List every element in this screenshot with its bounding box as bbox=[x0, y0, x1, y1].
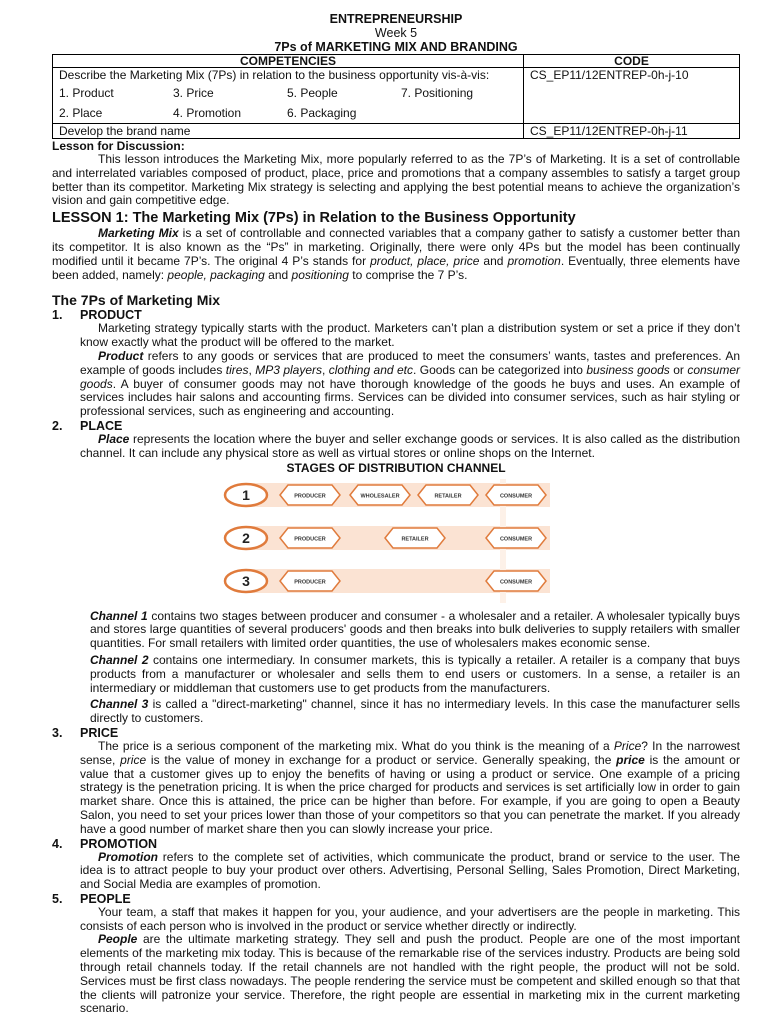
stage-label: WHOLESALER bbox=[360, 493, 400, 500]
code-header: CODE bbox=[524, 55, 740, 68]
product-heading: 1. PRODUCT bbox=[52, 308, 142, 323]
stage-hexagon bbox=[385, 528, 445, 548]
stage-hexagon bbox=[418, 485, 478, 505]
competency-item: 3. Price bbox=[173, 86, 214, 100]
people-p2: People are the ultimate marketing strategy. They sell and push the product. People are one of the most important elements of the marketing mix today. This is because of the remarkable rise of the services industry. Products are being sold through retail channels today. If the retail channels are not handled with the right people, the product will not be sold. Services must be first class nowadays. The people rendering the service must be competent and skilled enough so that that the clients will patronize your service. Therefore, the right people are essential in marketing mix in the current marketing scenario. bbox=[80, 932, 740, 1016]
stage-hexagon bbox=[280, 528, 340, 548]
document-page bbox=[52, 12, 740, 1016]
competencies-table bbox=[52, 54, 740, 139]
week-label: Week 5 bbox=[374, 26, 418, 40]
channel-3-text: Channel 3 is called a "direct-marketing" channel, since it has no intermediary levels. In this case the manufacturer sells directly to customers. bbox=[90, 697, 740, 726]
people-heading: 5. PEOPLE bbox=[52, 891, 131, 906]
lesson-paragraph: Marketing Mix is a set of controllable and connected variables that a company gather to satisfy a customer better than its competitor. It is also known as the “Ps” in marketing. Originally, there were only 4Ps but the model has been continually modified until it became 7P’s. The original 4 P’s stands for product, place, price and promotion. Eventually, three elements have been added, namely: people, packaging and positioning to comprise the 7 P’s. bbox=[52, 226, 740, 282]
stage-hexagon bbox=[486, 528, 546, 548]
stage-label: RETAILER bbox=[434, 493, 462, 500]
stages-title: STAGES OF DISTRIBUTION CHANNEL bbox=[286, 460, 506, 475]
channel-number: 2 bbox=[242, 529, 250, 546]
competency-1-text: Describe the Marketing Mix (7Ps) in relation to the business opportunity vis-à-vis: bbox=[59, 68, 490, 82]
sevenps-title: The 7Ps of Marketing Mix bbox=[52, 292, 221, 309]
price-p1: The price is a serious component of the marketing mix. What do you think is the meaning of a Price? In the narrowest sense, price is the value of money in exchange for a product or service. Generally speaking, the price is the amount or value that a customer gives up to enjoy the benefits of having or using a product or service. One example of a pricing strategy is the penetration pricing. It is when the price charged for products and services is set artificially low in order to gain market share. Once this is attained, the price can be higher than before. For example, if you are going to open a Beauty Salon, you need to set your prices lower than those of your competitors so that you can penetrate the market. If you already have a good number of market share then you can slowly increase your price. bbox=[80, 738, 740, 836]
stage-hexagon bbox=[280, 571, 340, 591]
place-p1: Place represents the location where the buyer and seller exchange goods or services. It is also called as the distribution channel. It can include any physical store as well as virtual stores or online shops on the Internet. bbox=[80, 431, 740, 460]
channel-number: 1 bbox=[242, 486, 250, 503]
discussion-label: Lesson for Discussion: bbox=[52, 139, 185, 153]
lesson-title: LESSON 1: The Marketing Mix (7Ps) in Relation to the Business Opportunity bbox=[52, 210, 576, 227]
subject-title: ENTREPRENEURSHIP bbox=[329, 12, 463, 26]
channel-1-text: Channel 1 contains two stages between producer and consumer - a wholesaler and a retailer. A wholesaler typically buys and stores large quantities of several producers' goods and then breaks into bulk deliveries to supply retailers with smaller quantities. For small retailers with limited order quantities, the use of wholesalers makes economic sense. bbox=[90, 608, 740, 651]
distribution-channel-diagram bbox=[220, 479, 550, 603]
promotion-heading: 4. PROMOTION bbox=[52, 836, 158, 851]
channel-2-text: Channel 2 contains one intermediary. In consumer markets, this is typically a retailer. A retailer is a company that buys products from a manufacturer or wholesaler and sells them to end users or customers. In a sense, a retailer is an intermediary or middleman that customers use to get products from the manufacturers. bbox=[90, 652, 740, 695]
channel-number-oval bbox=[225, 527, 267, 549]
stage-label: PRODUCER bbox=[294, 536, 326, 543]
competencies-header: COMPETENCIES bbox=[53, 55, 524, 68]
stage-label: CONSUMER bbox=[499, 493, 533, 500]
doc-title: 7Ps of MARKETING MIX AND BRANDING bbox=[274, 40, 518, 54]
channel-number-oval bbox=[225, 570, 267, 592]
stage-label: CONSUMER bbox=[499, 579, 533, 586]
people-p1: Your team, a staff that makes it happen for you, your audience, and your advertisers are the people in marketing. This consists of each person who is involved in the product or service whether directly or indirectly. bbox=[80, 904, 740, 933]
stage-label: CONSUMER bbox=[499, 536, 533, 543]
stage-hexagon bbox=[486, 571, 546, 591]
stage-label: RETAILER bbox=[401, 536, 429, 543]
channel-number: 3 bbox=[242, 572, 250, 589]
product-p2: Product refers to any goods or services that are produced to meet the consumers’ wants, tastes and preferences. An example of goods includes tires, MP3 players, clothing and etc. Goods can be categorized into business goods or consumer goods. A buyer of consumer goods may not have thorough knowledge of the goods he buys and uses. An example of services includes hair salons and accounting firms. Services can be divided into consumer services, such as hair styling or professional services, such as engineering and accounting. bbox=[80, 348, 740, 419]
stage-label: PRODUCER bbox=[294, 579, 326, 586]
competency-item: 5. People bbox=[287, 86, 338, 100]
competency-2-code: CS_EP11/12ENTREP-0h-j-11 bbox=[524, 124, 740, 139]
competency-items bbox=[53, 82, 523, 123]
stage-label: PRODUCER bbox=[294, 493, 326, 500]
competency-item: 2. Place bbox=[59, 106, 103, 120]
channel-number-oval bbox=[225, 484, 267, 506]
competency-item bbox=[401, 103, 521, 123]
competency-item: 7. Positioning bbox=[401, 86, 474, 100]
competency-item: 6. Packaging bbox=[287, 106, 357, 120]
stage-hexagon bbox=[280, 485, 340, 505]
product-p1: Marketing strategy typically starts with the product. Marketers can’t plan a distribution system or set a price if they don’t know exactly what the product will be offered to the market. bbox=[80, 321, 740, 350]
promotion-p1: Promotion refers to the complete set of activities, which communicate the product, brand or service to the user. The idea is to attract people to buy your product over others. Advertising, Personal Selling, Sales Promotion, Direct Marketing, and Social Media are examples of promotion. bbox=[80, 849, 740, 892]
competency-1-code: CS_EP11/12ENTREP-0h-j-10 bbox=[524, 68, 740, 124]
place-heading: 2. PLACE bbox=[52, 418, 123, 433]
competency-item: 1. Product bbox=[59, 86, 114, 100]
stage-hexagon bbox=[486, 485, 546, 505]
discussion-text: This lesson introduces the Marketing Mix, more popularly referred to as the 7P’s of Marketing. It is a set of controllable and interrelated variables composed of product, place, price and promotions that a company assembles to satisfy a target group better than its competitor. Marketing Mix strategy is selecting and applying the best potential means to achieve the organization’s vision and gain competitive edge. bbox=[52, 152, 740, 208]
competency-2-text: Develop the brand name bbox=[53, 124, 524, 139]
stage-hexagon bbox=[350, 485, 410, 505]
price-heading: 3. PRICE bbox=[52, 725, 119, 740]
competency-item: 4. Promotion bbox=[173, 106, 242, 120]
